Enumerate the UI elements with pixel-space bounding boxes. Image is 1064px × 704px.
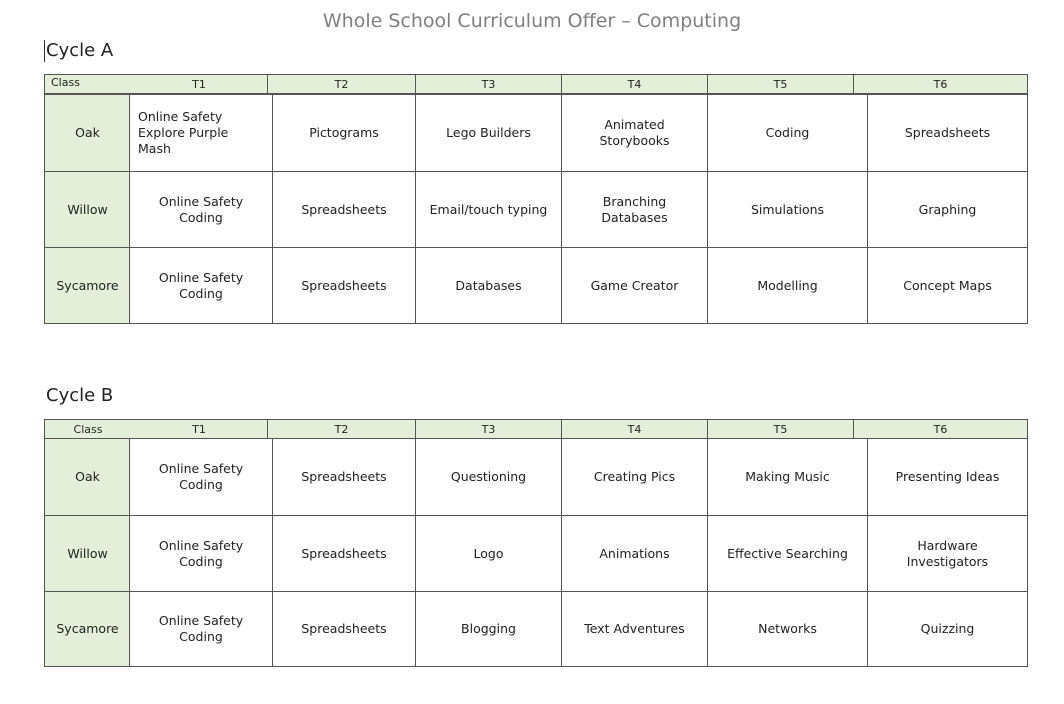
table-cell: Databases <box>415 248 561 323</box>
cycle-a-header-row <box>44 74 1028 94</box>
header-t6: T6 <box>853 420 1027 438</box>
header-t4: T4 <box>561 420 707 438</box>
table-cell: Lego Builders <box>415 95 561 171</box>
text-cursor <box>44 40 45 62</box>
table-cell: Spreadsheets <box>272 172 415 247</box>
table-cell: Spreadsheets <box>867 95 1027 171</box>
table-cell: Logo <box>415 516 561 591</box>
row-class-sycamore: Sycamore <box>45 248 130 323</box>
table-cell: Branching Databases <box>561 172 707 247</box>
header-t6: T6 <box>853 75 1027 93</box>
table-row <box>45 247 1027 323</box>
table-cell: Online Safety Coding <box>129 516 272 591</box>
header-class: Class <box>51 76 80 89</box>
table-cell: Questioning <box>415 439 561 515</box>
table-cell: Spreadsheets <box>272 592 415 666</box>
row-class-willow: Willow <box>45 516 130 591</box>
table-row <box>45 171 1027 247</box>
table-cell: Modelling <box>707 248 867 323</box>
header-t2: T2 <box>267 420 415 438</box>
table-cell: Coding <box>707 95 867 171</box>
table-cell: Effective Searching <box>707 516 867 591</box>
table-cell: Making Music <box>707 439 867 515</box>
table-cell: Spreadsheets <box>272 248 415 323</box>
table-cell: Spreadsheets <box>272 516 415 591</box>
header-t2: T2 <box>267 75 415 93</box>
table-cell: Blogging <box>415 592 561 666</box>
row-class-oak: Oak <box>45 439 130 515</box>
header-t5: T5 <box>707 420 853 438</box>
table-cell: Online Safety Coding <box>129 172 272 247</box>
table-row <box>45 515 1027 591</box>
table-cell: Online Safety Explore Purple Mash <box>129 95 272 171</box>
cycle-a-table <box>44 94 1028 324</box>
header-t3: T3 <box>415 420 561 438</box>
table-cell: Email/touch typing <box>415 172 561 247</box>
table-cell: Online Safety Coding <box>129 592 272 666</box>
table-cell: Animated Storybooks <box>561 95 707 171</box>
row-class-oak: Oak <box>45 95 130 171</box>
table-cell: Quizzing <box>867 592 1027 666</box>
document-title: Whole School Curriculum Offer – Computing <box>322 10 742 32</box>
table-cell: Animations <box>561 516 707 591</box>
table-cell: Networks <box>707 592 867 666</box>
table-cell: Game Creator <box>561 248 707 323</box>
table-row <box>45 95 1027 171</box>
cycle-b-header-row <box>44 419 1028 439</box>
header-t1: T1 <box>192 423 206 436</box>
table-cell: Creating Pics <box>561 439 707 515</box>
header-t3: T3 <box>415 75 561 93</box>
table-cell: Concept Maps <box>867 248 1027 323</box>
cycle-b-table <box>44 438 1028 667</box>
table-cell: Spreadsheets <box>272 439 415 515</box>
table-cell: Presenting Ideas <box>867 439 1027 515</box>
table-cell: Online Safety Coding <box>129 439 272 515</box>
table-cell: Text Adventures <box>561 592 707 666</box>
table-row <box>45 591 1027 666</box>
header-t5: T5 <box>707 75 853 93</box>
row-class-sycamore: Sycamore <box>45 592 130 666</box>
header-t1: T1 <box>192 78 206 91</box>
header-t4: T4 <box>561 75 707 93</box>
table-cell: Graphing <box>867 172 1027 247</box>
table-cell: Simulations <box>707 172 867 247</box>
table-cell: Online Safety Coding <box>129 248 272 323</box>
table-cell: Hardware Investigators <box>867 516 1027 591</box>
table-cell: Pictograms <box>272 95 415 171</box>
header-class: Class <box>73 423 103 436</box>
table-row <box>45 439 1027 515</box>
cycle-a-title: Cycle A <box>46 40 114 61</box>
row-class-willow: Willow <box>45 172 130 247</box>
cycle-b-title: Cycle B <box>46 385 114 406</box>
